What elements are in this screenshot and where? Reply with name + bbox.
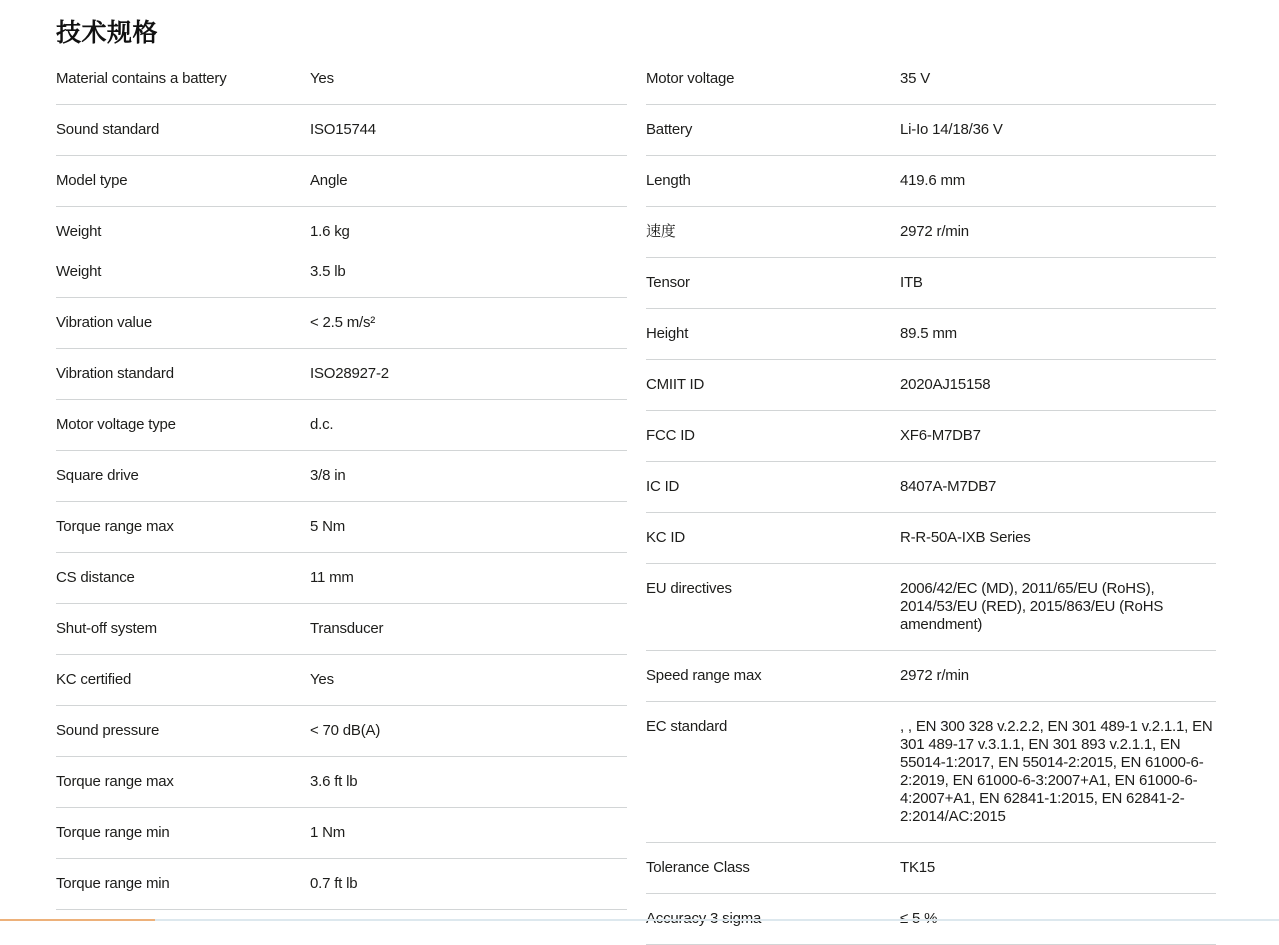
spec-group — [646, 258, 1216, 309]
spec-value: XF6-M7DB7 — [900, 427, 981, 444]
spec-label: EC standard — [646, 718, 728, 735]
footer-accent-orange-bar — [0, 919, 155, 921]
spec-row — [56, 156, 627, 206]
spec-row — [56, 808, 627, 858]
spec-group — [56, 553, 627, 604]
spec-row — [646, 411, 1216, 461]
spec-label: Sound pressure — [56, 722, 160, 739]
page-title: 技术规格 — [56, 19, 159, 47]
spec-row — [56, 54, 627, 104]
spec-label: 速度 — [646, 223, 676, 240]
spec-group — [646, 207, 1216, 258]
spec-group — [646, 564, 1216, 651]
spec-value: Transducer — [310, 620, 384, 637]
spec-value: 2972 r/min — [900, 667, 969, 684]
spec-value: Yes — [310, 671, 334, 688]
spec-label: KC certified — [56, 671, 132, 688]
spec-row — [646, 564, 1216, 650]
spec-group — [56, 808, 627, 859]
spec-label: CMIIT ID — [646, 376, 705, 393]
spec-label: EU directives — [646, 580, 732, 597]
spec-value: 1.6 kg — [310, 223, 350, 240]
spec-row — [56, 400, 627, 450]
spec-row — [56, 349, 627, 399]
spec-row — [646, 258, 1216, 308]
spec-group — [646, 105, 1216, 156]
spec-group — [646, 411, 1216, 462]
spec-label: Torque range max — [56, 518, 174, 535]
spec-group — [646, 513, 1216, 564]
spec-value: TK15 — [900, 859, 936, 876]
spec-label: Tensor — [646, 274, 690, 291]
spec-group — [646, 702, 1216, 843]
spec-label: Weight — [56, 263, 102, 280]
spec-group — [56, 54, 627, 105]
spec-value: 8407A-M7DB7 — [900, 478, 997, 495]
spec-label: Shut-off system — [56, 620, 157, 637]
spec-group — [56, 859, 627, 910]
spec-group — [646, 309, 1216, 360]
spec-label: IC ID — [646, 478, 680, 495]
spec-group — [646, 651, 1216, 702]
spec-row — [56, 105, 627, 155]
spec-group — [646, 54, 1216, 105]
spec-value: 3/8 in — [310, 467, 346, 484]
spec-value: 1 Nm — [310, 824, 346, 841]
spec-page — [0, 20, 1279, 923]
spec-value: ISO28927-2 — [310, 365, 389, 382]
spec-row — [56, 298, 627, 348]
spec-row — [56, 252, 627, 297]
spec-value: 35 V — [900, 70, 931, 87]
spec-row — [56, 757, 627, 807]
spec-label: Material contains a battery — [56, 70, 227, 87]
footer-accent-blue-bar — [155, 919, 1279, 921]
spec-row — [646, 105, 1216, 155]
spec-row — [646, 651, 1216, 701]
spec-row — [646, 843, 1216, 893]
spec-label: CS distance — [56, 569, 135, 586]
spec-value: 89.5 mm — [900, 325, 957, 342]
spec-label: Weight — [56, 223, 102, 240]
spec-group — [646, 462, 1216, 513]
spec-row — [56, 706, 627, 756]
spec-label: Speed range max — [646, 667, 762, 684]
spec-value: d.c. — [310, 416, 334, 433]
spec-label: Square drive — [56, 467, 139, 484]
spec-label: Torque range min — [56, 824, 170, 841]
spec-value: 3.6 ft lb — [310, 773, 358, 790]
spec-value: 2006/42/EC (MD), 2011/65/EU (RoHS), 2014/53/EU (RED), 2015/863/EU (RoHS amendment) — [900, 580, 1164, 633]
spec-value: 3.5 lb — [310, 263, 346, 280]
spec-value: ITB — [900, 274, 923, 291]
spec-value: < 70 dB(A) — [310, 722, 381, 739]
spec-label: Sound standard — [56, 121, 160, 138]
spec-label: Torque range min — [56, 875, 170, 892]
spec-value: 2020AJ15158 — [900, 376, 991, 393]
spec-value: 419.6 mm — [900, 172, 966, 189]
spec-row — [56, 859, 627, 909]
spec-group — [56, 706, 627, 757]
spec-group — [56, 451, 627, 502]
spec-group — [56, 757, 627, 808]
spec-value: Li-Io 14/18/36 V — [900, 121, 1003, 138]
spec-group — [56, 298, 627, 349]
spec-value: 11 mm — [310, 569, 354, 586]
spec-row — [56, 655, 627, 705]
spec-value: Angle — [310, 172, 348, 189]
footer-bar — [0, 919, 1279, 921]
spec-group — [56, 502, 627, 553]
spec-value: ISO15744 — [310, 121, 376, 138]
spec-group — [646, 360, 1216, 411]
spec-row — [56, 207, 627, 252]
spec-table — [56, 54, 1216, 945]
spec-label: Battery — [646, 121, 693, 138]
spec-row — [56, 604, 627, 654]
spec-label: Vibration value — [56, 314, 152, 331]
spec-group — [646, 843, 1216, 894]
spec-row — [646, 309, 1216, 359]
spec-group — [56, 349, 627, 400]
spec-value: 5 Nm — [310, 518, 346, 535]
spec-label: Motor voltage type — [56, 416, 176, 433]
spec-label: FCC ID — [646, 427, 695, 444]
spec-value: < 2.5 m/s² — [310, 314, 376, 331]
spec-label: Torque range max — [56, 773, 174, 790]
spec-column-right — [646, 54, 1216, 945]
spec-label: Tolerance Class — [646, 859, 750, 876]
spec-row — [56, 553, 627, 603]
spec-group — [56, 400, 627, 451]
spec-row — [646, 462, 1216, 512]
spec-group — [56, 655, 627, 706]
spec-label: Model type — [56, 172, 128, 189]
spec-row — [646, 513, 1216, 563]
spec-column-left — [56, 54, 627, 910]
spec-value: 0.7 ft lb — [310, 875, 358, 892]
spec-row — [56, 502, 627, 552]
spec-value: R-R-50A-IXB Series — [900, 529, 1031, 546]
spec-label: Height — [646, 325, 689, 342]
spec-group — [56, 207, 627, 298]
spec-group — [646, 156, 1216, 207]
spec-row — [646, 207, 1216, 257]
spec-label: Motor voltage — [646, 70, 735, 87]
spec-value: Yes — [310, 70, 334, 87]
spec-row — [646, 360, 1216, 410]
spec-value: , , EN 300 328 v.2.2.2, EN 301 489-1 v.2.1.1, EN 301 489-17 v.3.1.1, EN 301 893 v.2.1.1, EN 55014-1:2017, EN 55014-2:2015, EN 61000-6-2:2019, EN 61000-6-3:2007+A1, EN 61000-6-4:2007+A1, EN 62841-1:2015, EN 62841-2-2:2014/AC:2015 — [900, 718, 1213, 825]
spec-group — [56, 604, 627, 655]
spec-row — [646, 54, 1216, 104]
spec-label: Vibration standard — [56, 365, 174, 382]
spec-value: 2972 r/min — [900, 223, 969, 240]
spec-group — [56, 156, 627, 207]
spec-row — [646, 702, 1216, 842]
spec-label: KC ID — [646, 529, 686, 546]
spec-label: Length — [646, 172, 691, 189]
spec-row — [646, 156, 1216, 206]
spec-group — [56, 105, 627, 156]
spec-row — [56, 451, 627, 501]
